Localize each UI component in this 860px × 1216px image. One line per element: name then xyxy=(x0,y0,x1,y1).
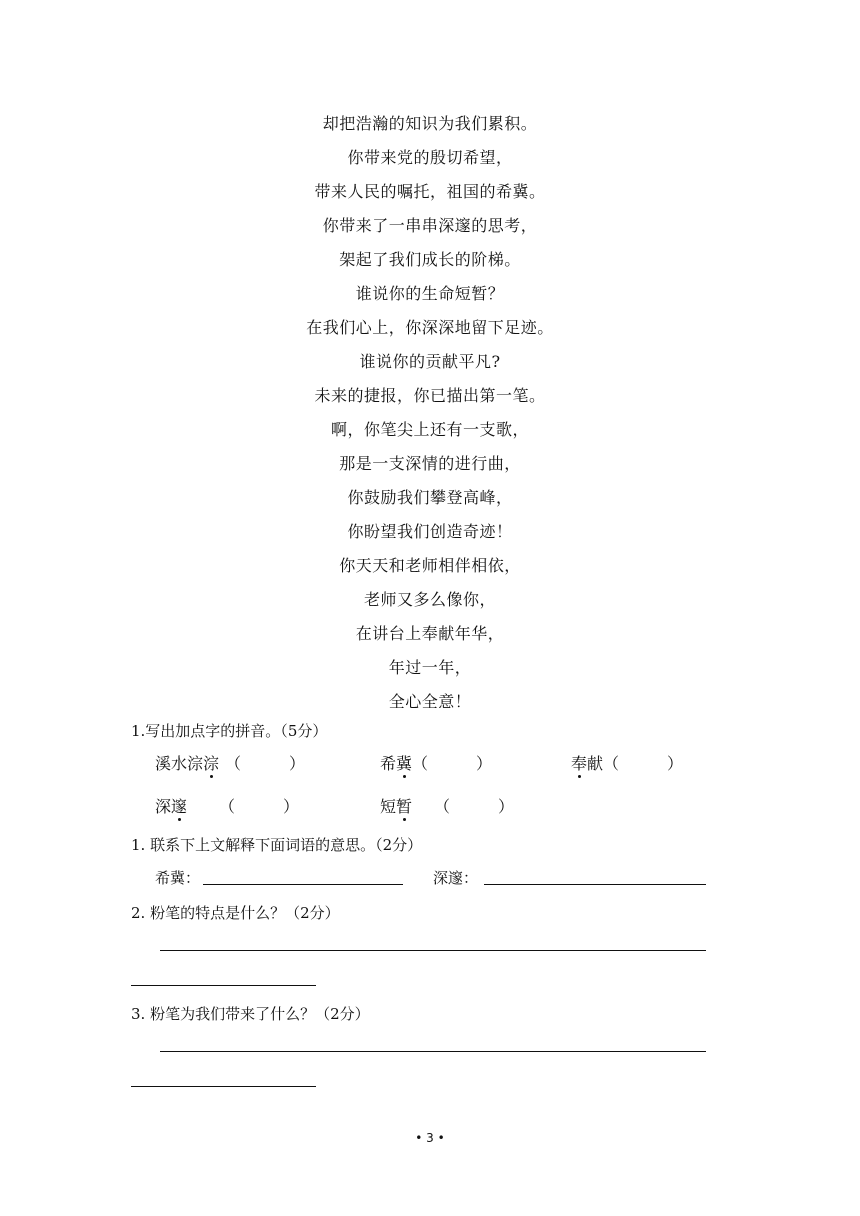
poem-line: 你带来党的殷切希望， xyxy=(347,148,513,167)
answer-line[interactable] xyxy=(160,1051,706,1052)
pinyin-item xyxy=(155,794,299,817)
poem-line: 架起了我们成长的阶梯。 xyxy=(339,250,521,269)
dotted-char: 冀 xyxy=(396,754,413,773)
answer-line[interactable] xyxy=(160,950,706,951)
poem-line: 在讲台上奉献年华， xyxy=(355,624,505,643)
answer-line[interactable] xyxy=(131,1086,316,1087)
word-text: 深 xyxy=(155,797,172,816)
dotted-char: 邃 xyxy=(171,797,188,816)
poem-line: 谁说你的贡献平凡? xyxy=(359,352,501,371)
poem xyxy=(0,107,860,719)
question-explain-title: 1. 联系下上文解释下面词语的意思。（2分） xyxy=(131,836,423,854)
poem-line: 啊，你笔尖上还有一支歌， xyxy=(330,420,529,439)
page-number: • 3 • xyxy=(415,1131,445,1145)
pinyin-item xyxy=(380,794,514,817)
poem-line: 你盼望我们创造奇迹！ xyxy=(347,522,513,541)
question-chalk-feature-title: 2. 粉笔的特点是什么？（2分） xyxy=(131,904,340,922)
poem-line: 在我们心上，你深深地留下足迹。 xyxy=(306,318,554,337)
answer-line[interactable] xyxy=(203,884,403,885)
poem-line: 全心全意！ xyxy=(388,692,472,711)
answer-blank[interactable]: （ ） xyxy=(603,754,684,773)
pinyin-item xyxy=(155,751,305,774)
question-pinyin-title: 1.写出加点字的拼音。（5分） xyxy=(131,722,328,740)
answer-blank[interactable]: （ ） xyxy=(225,754,306,773)
poem-line: 却把浩瀚的知识为我们累积。 xyxy=(322,114,538,133)
poem-line: 带来人民的嘱托，祖国的希冀。 xyxy=(314,182,546,201)
explain-term-label: 深邃： xyxy=(433,869,479,887)
answer-blank[interactable]: （ ） xyxy=(219,797,300,816)
poem-line: 年过一年， xyxy=(388,658,472,677)
dotted-char: 奉 xyxy=(571,754,588,773)
poem-line: 你鼓励我们攀登高峰， xyxy=(347,488,513,507)
word-text: 溪水淙 xyxy=(155,754,204,773)
word-text: 短 xyxy=(380,797,397,816)
answer-blank[interactable]: （ ） xyxy=(412,754,493,773)
explain-term-label: 希冀： xyxy=(155,869,201,887)
poem-line: 你带来了一串串深邃的思考， xyxy=(322,216,538,235)
poem-line: 老师又多么像你， xyxy=(363,590,496,609)
poem-line: 那是一支深情的进行曲， xyxy=(339,454,521,473)
poem-line: 未来的捷报，你已描出第一笔。 xyxy=(314,386,546,405)
poem-line: 你天天和老师相伴相依， xyxy=(339,556,521,575)
answer-line[interactable] xyxy=(131,985,316,986)
word-text: 献 xyxy=(587,754,604,773)
answer-line[interactable] xyxy=(484,884,706,885)
word-text: 希 xyxy=(380,754,397,773)
question-chalk-bring-title: 3. 粉笔为我们带来了什么？（2分） xyxy=(131,1005,370,1023)
poem-line: 谁说你的生命短暂？ xyxy=(355,284,505,303)
pinyin-item xyxy=(380,751,492,774)
answer-blank[interactable]: （ ） xyxy=(434,797,515,816)
dotted-char: 淙 xyxy=(203,754,220,773)
pinyin-item xyxy=(571,751,683,774)
dotted-char: 暂 xyxy=(396,797,413,816)
